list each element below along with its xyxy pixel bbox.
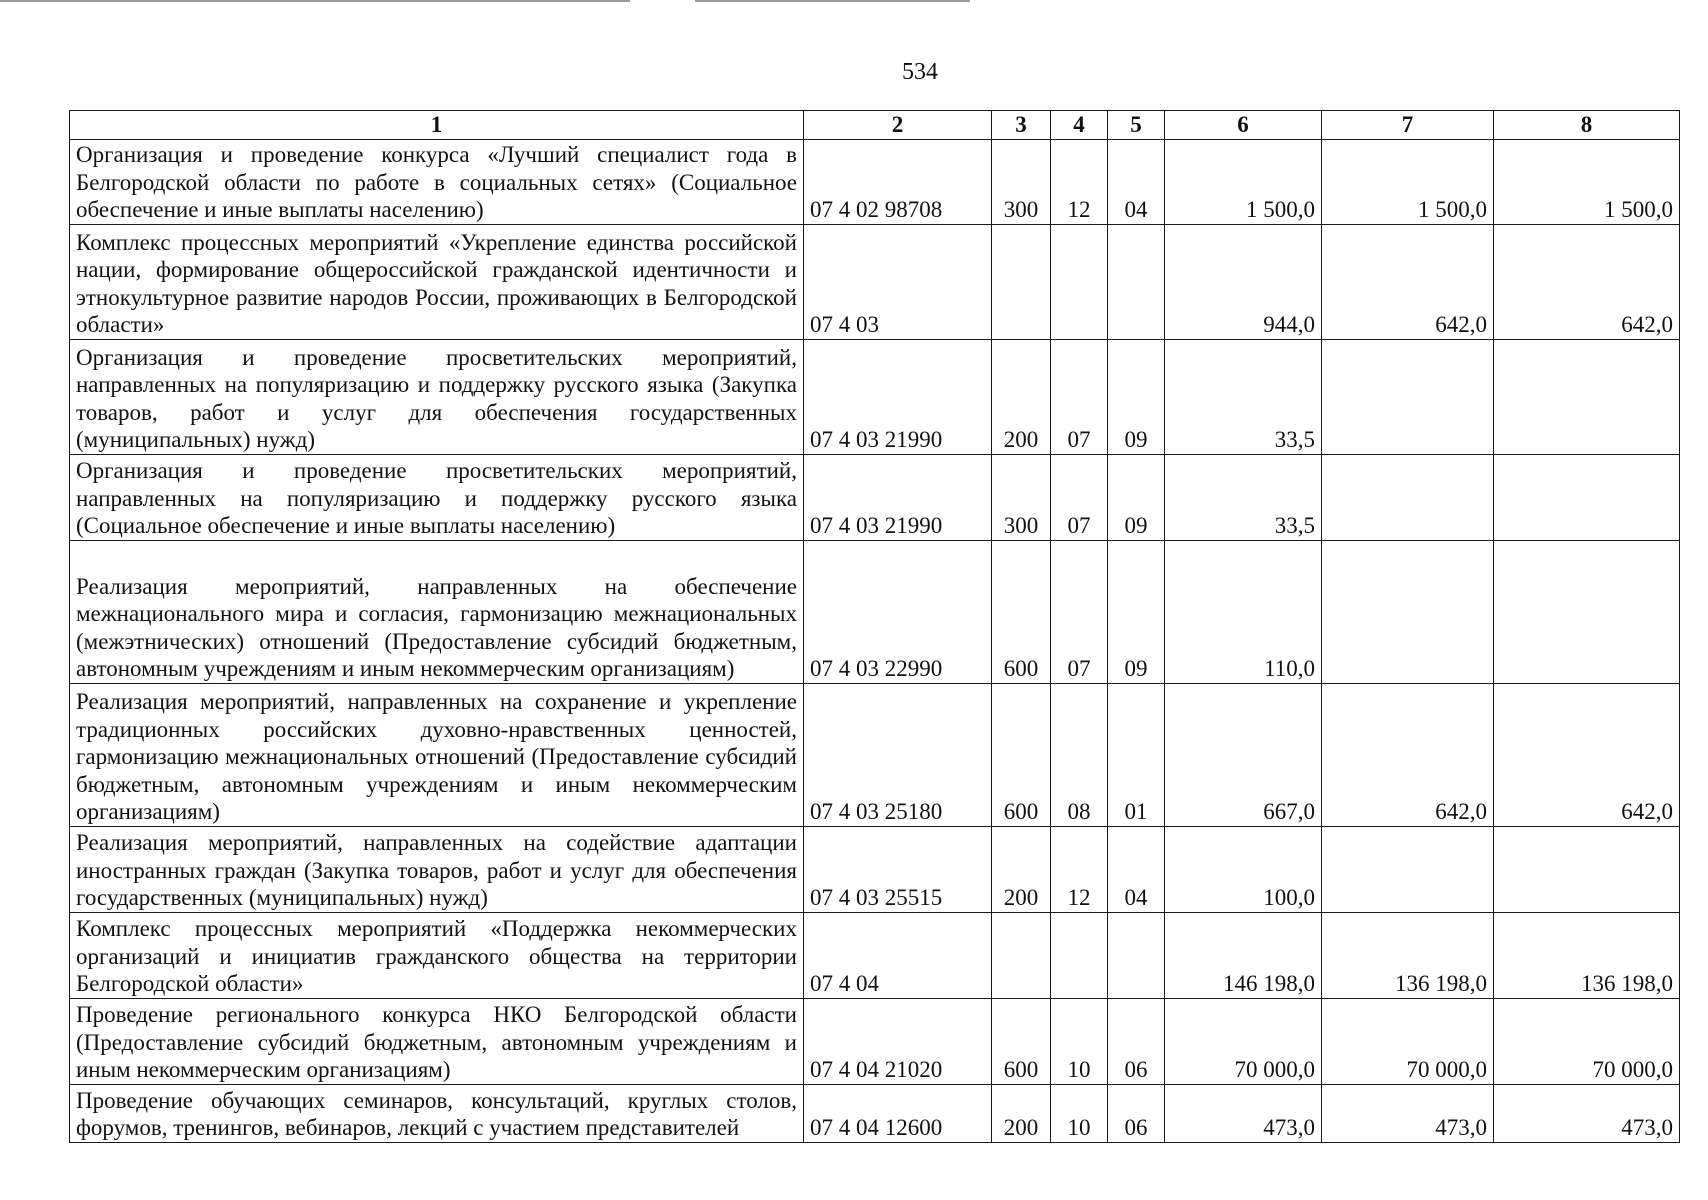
row-value-6: 100,0: [1165, 827, 1322, 913]
row-value-8: 1 500,0: [1494, 140, 1680, 225]
header-col-7: 7: [1322, 111, 1494, 140]
row-code: 07 4 03 25515: [804, 827, 992, 913]
row-code: 07 4 04 12600: [804, 1085, 992, 1143]
page-number: 534: [902, 59, 938, 85]
row-value-6: 1 500,0: [1165, 140, 1322, 225]
table-row: [70, 541, 1680, 684]
row-value-8: [1494, 455, 1680, 541]
table-row: [70, 455, 1680, 541]
row-col-4: 07: [1051, 455, 1108, 541]
scan-edge-line-right: [695, 0, 970, 2]
row-col-3: 600: [992, 684, 1051, 827]
row-value-7: 1 500,0: [1322, 140, 1494, 225]
table-row: [70, 340, 1680, 455]
header-col-3: 3: [992, 111, 1051, 140]
table-row: [70, 999, 1680, 1085]
table-row: [70, 913, 1680, 999]
row-name: Реализация мероприятий, направленных на содействие адаптации иностранных граждан (Закупка товаров, работ и услуг для обеспечения государственных (муниципальных) нужд): [70, 827, 804, 913]
row-col-4: 12: [1051, 827, 1108, 913]
row-value-6: 146 198,0: [1165, 913, 1322, 999]
header-col-4: 4: [1051, 111, 1108, 140]
header-col-6: 6: [1165, 111, 1322, 140]
row-value-6: 667,0: [1165, 684, 1322, 827]
row-value-6: 33,5: [1165, 340, 1322, 455]
row-col-4: 07: [1051, 541, 1108, 684]
row-value-8: 136 198,0: [1494, 913, 1680, 999]
row-value-8: 642,0: [1494, 225, 1680, 340]
row-col-5: 09: [1108, 541, 1165, 684]
row-col-3: 200: [992, 340, 1051, 455]
row-col-5: 09: [1108, 340, 1165, 455]
row-value-6: 33,5: [1165, 455, 1322, 541]
row-col-5: [1108, 225, 1165, 340]
row-code: 07 4 03: [804, 225, 992, 340]
header-col-8: 8: [1494, 111, 1680, 140]
row-col-4: [1051, 913, 1108, 999]
row-value-8: [1494, 827, 1680, 913]
row-value-8: 70 000,0: [1494, 999, 1680, 1085]
row-code: 07 4 03 21990: [804, 340, 992, 455]
row-name: Реализация мероприятий, направленных на обеспечение межнационального мира и согласия, гармонизацию межнациональных (межэтнических) отношений (Предоставление субсидий бюджетным, автономным учреждениям и иным некоммерческим организациям): [70, 541, 804, 684]
row-value-7: [1322, 827, 1494, 913]
row-name: Организация и проведение просветительских мероприятий, направленных на популяризацию и поддержку русского языка (Закупка товаров, работ и услуг для обеспечения государственных (муниципальных) нужд): [70, 340, 804, 455]
row-col-4: 10: [1051, 999, 1108, 1085]
row-name: Организация и проведение просветительских мероприятий, направленных на популяризацию и поддержку русского языка (Социальное обеспечение и иные выплаты населению): [70, 455, 804, 541]
row-value-7: 642,0: [1322, 225, 1494, 340]
row-code: 07 4 03 25180: [804, 684, 992, 827]
row-value-8: 473,0: [1494, 1085, 1680, 1143]
row-value-6: 944,0: [1165, 225, 1322, 340]
row-col-3: 200: [992, 827, 1051, 913]
row-col-5: 06: [1108, 999, 1165, 1085]
row-col-3: 600: [992, 541, 1051, 684]
row-col-3: 600: [992, 999, 1051, 1085]
row-value-7: 136 198,0: [1322, 913, 1494, 999]
row-col-3: [992, 913, 1051, 999]
row-value-6: 110,0: [1165, 541, 1322, 684]
row-value-7: 473,0: [1322, 1085, 1494, 1143]
header-col-1: 1: [70, 111, 804, 140]
row-value-8: [1494, 340, 1680, 455]
row-name: Проведение обучающих семинаров, консультаций, круглых столов, форумов, тренингов, вебинаров, лекций с участием представителей: [70, 1085, 804, 1143]
row-col-5: [1108, 913, 1165, 999]
row-code: 07 4 02 98708: [804, 140, 992, 225]
row-col-4: 07: [1051, 340, 1108, 455]
row-col-5: 04: [1108, 140, 1165, 225]
row-code: 07 4 04: [804, 913, 992, 999]
table-row: [70, 225, 1680, 340]
row-col-4: [1051, 225, 1108, 340]
header-col-2: 2: [804, 111, 992, 140]
row-col-5: 01: [1108, 684, 1165, 827]
row-value-6: 70 000,0: [1165, 999, 1322, 1085]
scan-edge-line-left: [0, 0, 630, 2]
table-row: [70, 827, 1680, 913]
row-value-7: [1322, 541, 1494, 684]
row-value-7: 642,0: [1322, 684, 1494, 827]
row-code: 07 4 03 21990: [804, 455, 992, 541]
row-value-6: 473,0: [1165, 1085, 1322, 1143]
row-col-4: 08: [1051, 684, 1108, 827]
table-row: [70, 1085, 1680, 1143]
header-col-5: 5: [1108, 111, 1165, 140]
row-col-5: 04: [1108, 827, 1165, 913]
row-col-3: 200: [992, 1085, 1051, 1143]
row-value-8: [1494, 541, 1680, 684]
row-name: Комплекс процессных мероприятий «Поддержка некоммерческих организаций и инициатив гражданского общества на территории Белгородской области»: [70, 913, 804, 999]
header-row: [70, 111, 1680, 140]
row-col-3: 300: [992, 455, 1051, 541]
row-col-5: 06: [1108, 1085, 1165, 1143]
row-col-3: [992, 225, 1051, 340]
table-row: [70, 684, 1680, 827]
row-value-7: [1322, 455, 1494, 541]
row-name: Комплекс процессных мероприятий «Укрепление единства российской нации, формирование общероссийской гражданской идентичности и этнокультурное развитие народов России, проживающих в Белгородской области»: [70, 225, 804, 340]
row-name: Реализация мероприятий, направленных на сохранение и укрепление традиционных российских духовно-нравственных ценностей, гармонизацию межнациональных отношений (Предоставление субсидий бюджетным, автономным учреждениям и иным некоммерческим организациям): [70, 684, 804, 827]
table-row: [70, 140, 1680, 225]
row-value-7: [1322, 340, 1494, 455]
row-col-5: 09: [1108, 455, 1165, 541]
row-value-7: 70 000,0: [1322, 999, 1494, 1085]
row-code: 07 4 04 21020: [804, 999, 992, 1085]
row-name: Организация и проведение конкурса «Лучший специалист года в Белгородской области по работе в социальных сетях» (Социальное обеспечение и иные выплаты населению): [70, 140, 804, 225]
row-col-4: 12: [1051, 140, 1108, 225]
row-code: 07 4 03 22990: [804, 541, 992, 684]
row-col-4: 10: [1051, 1085, 1108, 1143]
budget-table: [69, 110, 1680, 1143]
row-col-3: 300: [992, 140, 1051, 225]
row-name: Проведение регионального конкурса НКО Белгородской области (Предоставление субсидий бюджетным, автономным учреждениям и иным некоммерческим организациям): [70, 999, 804, 1085]
row-value-8: 642,0: [1494, 684, 1680, 827]
